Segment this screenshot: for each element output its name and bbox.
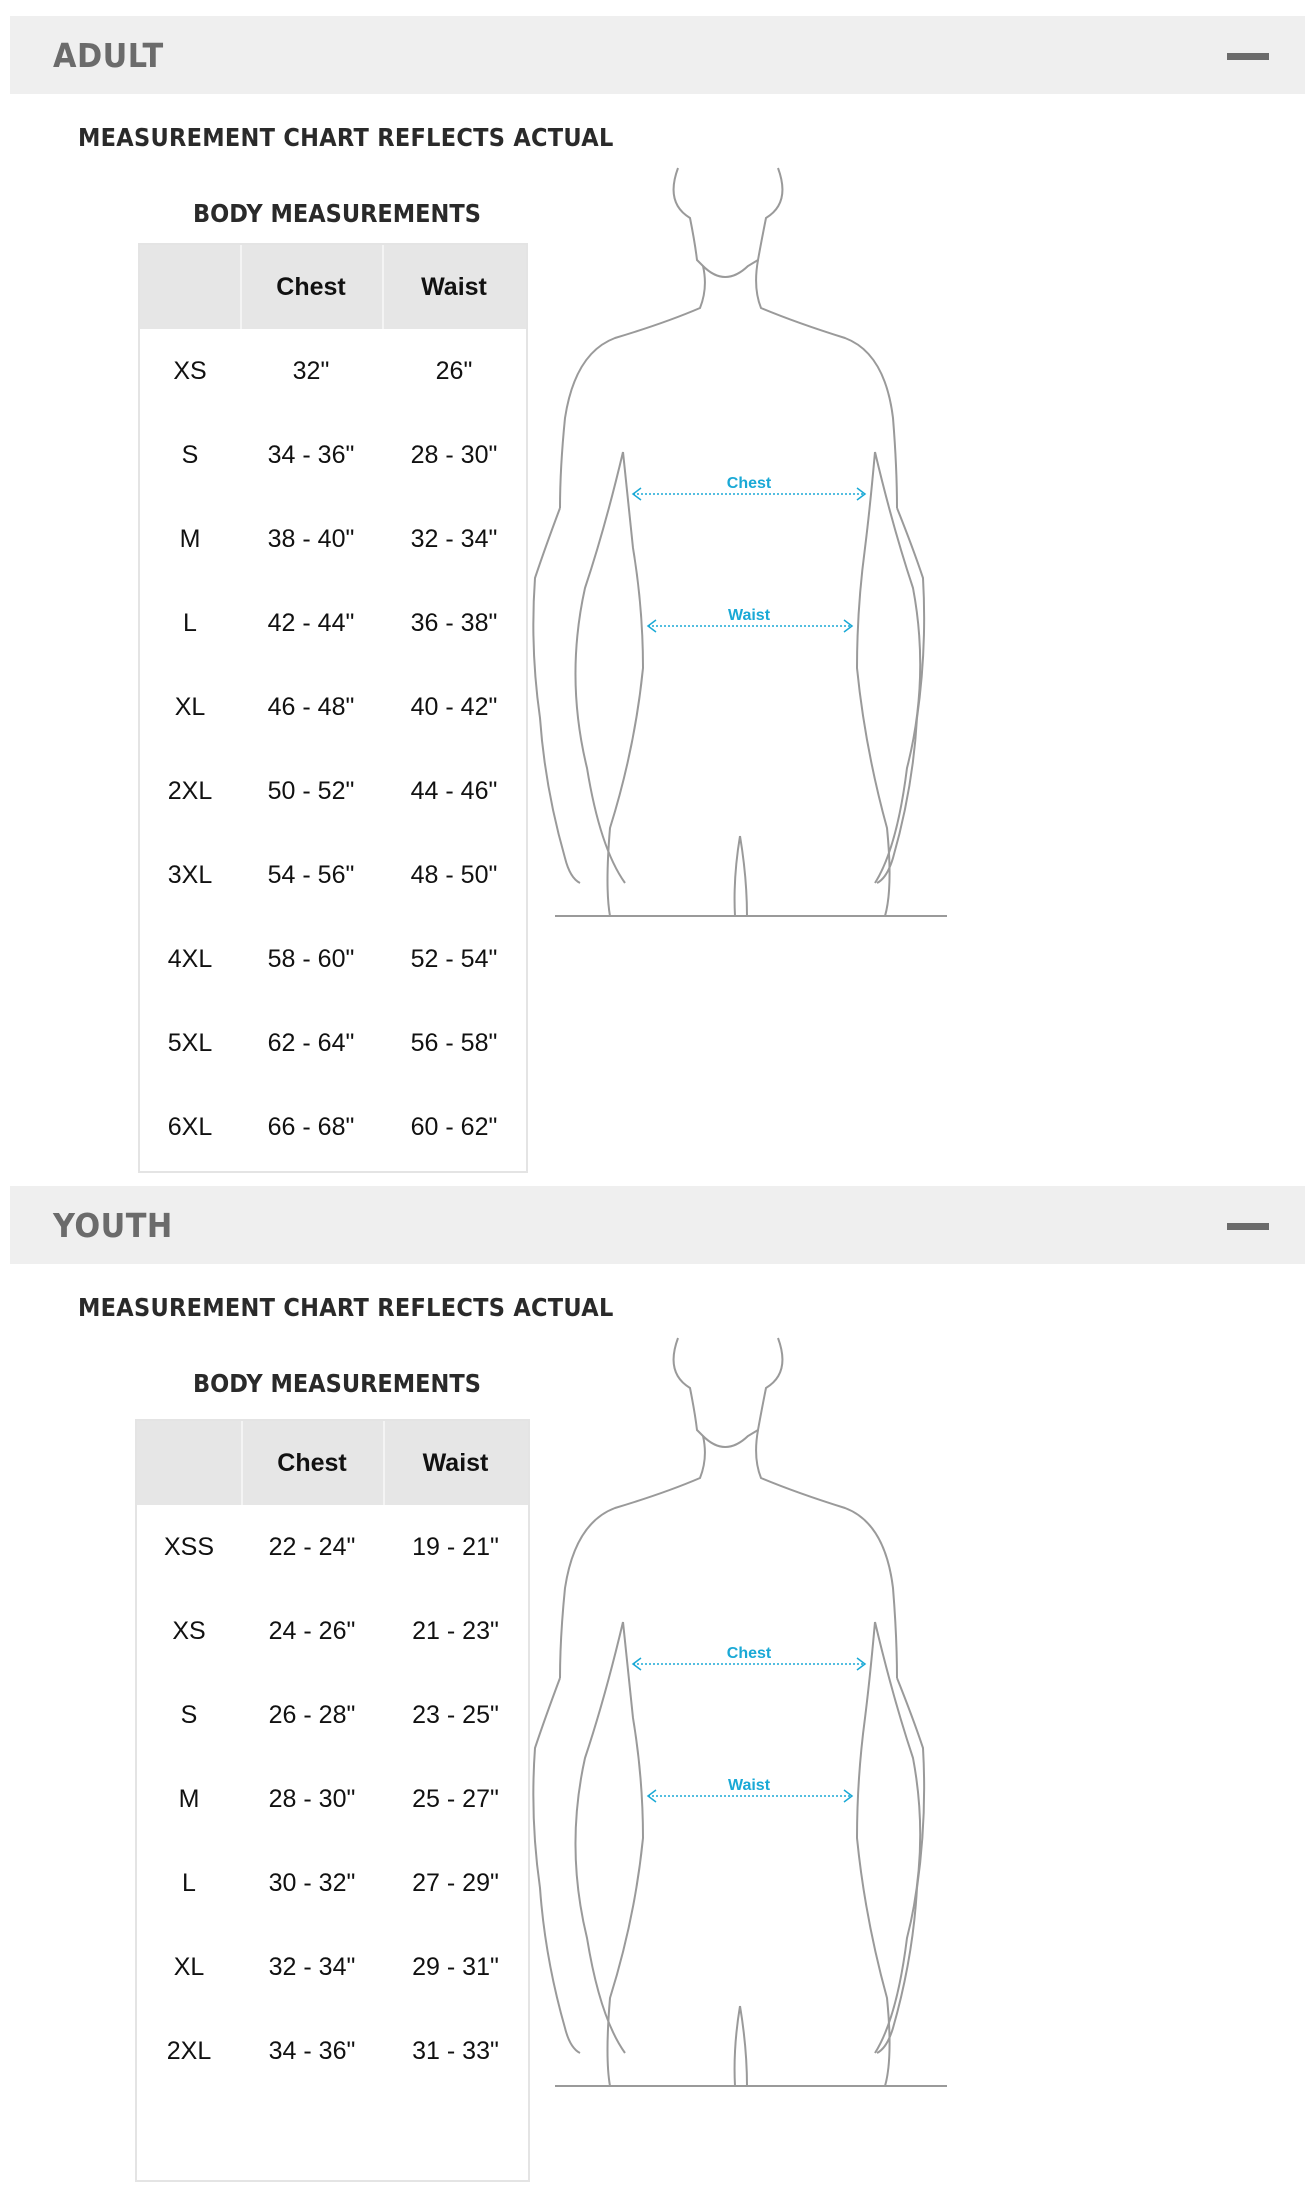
chest-cell: 62 - 64" <box>267 1029 355 1057</box>
table-row <box>137 1505 528 1589</box>
chest-cell: 38 - 40" <box>267 525 355 553</box>
size-cell: 6XL <box>167 1113 213 1141</box>
waist-label: Waist <box>727 1777 771 1794</box>
column-header-chest: Chest <box>277 1449 347 1477</box>
adult-section <box>0 16 1314 1176</box>
size-cell: S <box>181 441 199 469</box>
minus-icon <box>1227 53 1269 60</box>
waist-cell: 56 - 58" <box>410 1029 498 1057</box>
chest-cell: 24 - 26" <box>268 1617 356 1645</box>
size-cell: XL <box>173 1953 205 1981</box>
waist-cell: 32 - 34" <box>410 525 498 553</box>
table-row <box>140 1001 526 1085</box>
table-row <box>137 1841 528 1925</box>
table-row <box>137 1589 528 1673</box>
table-row <box>137 1673 528 1757</box>
size-cell: XS <box>172 1617 206 1645</box>
size-cell: XS <box>173 357 207 385</box>
section-title: ADULT <box>53 35 164 75</box>
size-cell: M <box>178 1785 200 1813</box>
chest-cell: 66 - 68" <box>267 1113 355 1141</box>
table-row <box>137 2009 528 2093</box>
chest-cell: 26 - 28" <box>268 1701 356 1729</box>
chest-cell: 22 - 24" <box>268 1533 356 1561</box>
measurement-note: MEASUREMENT CHART REFLECTS ACTUAL <box>78 1293 614 1322</box>
size-cell: 2XL <box>167 777 213 805</box>
table-row <box>140 329 526 413</box>
section-header[interactable] <box>10 16 1305 94</box>
chest-cell: 50 - 52" <box>267 777 355 805</box>
measurement-note: MEASUREMENT CHART REFLECTS ACTUAL <box>78 123 614 152</box>
size-table <box>135 1419 530 2182</box>
size-cell: 4XL <box>167 945 213 973</box>
table-row <box>140 1085 526 1169</box>
size-cell: XL <box>174 693 206 721</box>
chest-cell: 34 - 36" <box>268 2037 356 2065</box>
chest-cell: 54 - 56" <box>267 861 355 889</box>
section-title: YOUTH <box>53 1205 173 1245</box>
size-cell: M <box>179 525 201 553</box>
table-row <box>140 917 526 1001</box>
chest-cell: 30 - 32" <box>268 1869 356 1897</box>
waist-cell: 19 - 21" <box>412 1533 499 1561</box>
table-row <box>140 413 526 497</box>
minus-icon <box>1227 1223 1269 1230</box>
waist-cell: 52 - 54" <box>410 945 498 973</box>
chest-cell: 42 - 44" <box>267 609 355 637</box>
table-row <box>137 1925 528 2009</box>
waist-cell: 26" <box>435 357 473 385</box>
waist-cell: 60 - 62" <box>410 1113 498 1141</box>
size-cell: L <box>183 609 197 637</box>
table-title: BODY MEASUREMENTS <box>193 199 481 228</box>
section-header[interactable] <box>10 1186 1305 1264</box>
table-title: BODY MEASUREMENTS <box>193 1369 481 1398</box>
table-header <box>137 1421 528 1505</box>
size-table <box>138 243 528 1173</box>
chest-label: Chest <box>726 1645 772 1662</box>
size-cell: XSS <box>163 1533 215 1561</box>
size-cell: L <box>182 1869 196 1897</box>
waist-cell: 44 - 46" <box>410 777 498 805</box>
column-header-waist: Waist <box>422 1449 489 1477</box>
table-row <box>140 665 526 749</box>
waist-cell: 36 - 38" <box>410 609 498 637</box>
table-row <box>137 1757 528 1841</box>
size-cell: S <box>180 1701 198 1729</box>
body-figure <box>525 1318 975 2094</box>
waist-cell: 40 - 42" <box>410 693 498 721</box>
size-cell: 2XL <box>166 2037 212 2065</box>
table-header <box>140 245 526 329</box>
body-figure <box>525 148 975 924</box>
table-row <box>140 749 526 833</box>
table-row <box>140 497 526 581</box>
waist-cell: 25 - 27" <box>412 1785 499 1813</box>
chest-cell: 32" <box>292 357 330 385</box>
waist-cell: 48 - 50" <box>410 861 498 889</box>
waist-cell: 23 - 25" <box>412 1701 499 1729</box>
chest-cell: 46 - 48" <box>267 693 355 721</box>
waist-cell: 31 - 33" <box>412 2037 499 2065</box>
chest-cell: 32 - 34" <box>268 1953 356 1981</box>
chest-cell: 34 - 36" <box>267 441 355 469</box>
collapse-button[interactable] <box>1227 44 1269 68</box>
column-header-waist: Waist <box>421 273 487 301</box>
collapse-button[interactable] <box>1227 1214 1269 1238</box>
waist-cell: 28 - 30" <box>410 441 498 469</box>
waist-cell: 29 - 31" <box>412 1953 499 1981</box>
waist-label: Waist <box>727 607 771 624</box>
chest-cell: 58 - 60" <box>267 945 355 973</box>
youth-section <box>0 1186 1314 2186</box>
chest-cell: 28 - 30" <box>268 1785 356 1813</box>
column-header-chest: Chest <box>276 273 346 301</box>
chest-label: Chest <box>726 475 772 492</box>
size-cell: 3XL <box>167 861 213 889</box>
waist-cell: 21 - 23" <box>412 1617 499 1645</box>
table-row <box>140 833 526 917</box>
table-row <box>140 581 526 665</box>
waist-cell: 27 - 29" <box>412 1869 499 1897</box>
size-cell: 5XL <box>167 1029 213 1057</box>
